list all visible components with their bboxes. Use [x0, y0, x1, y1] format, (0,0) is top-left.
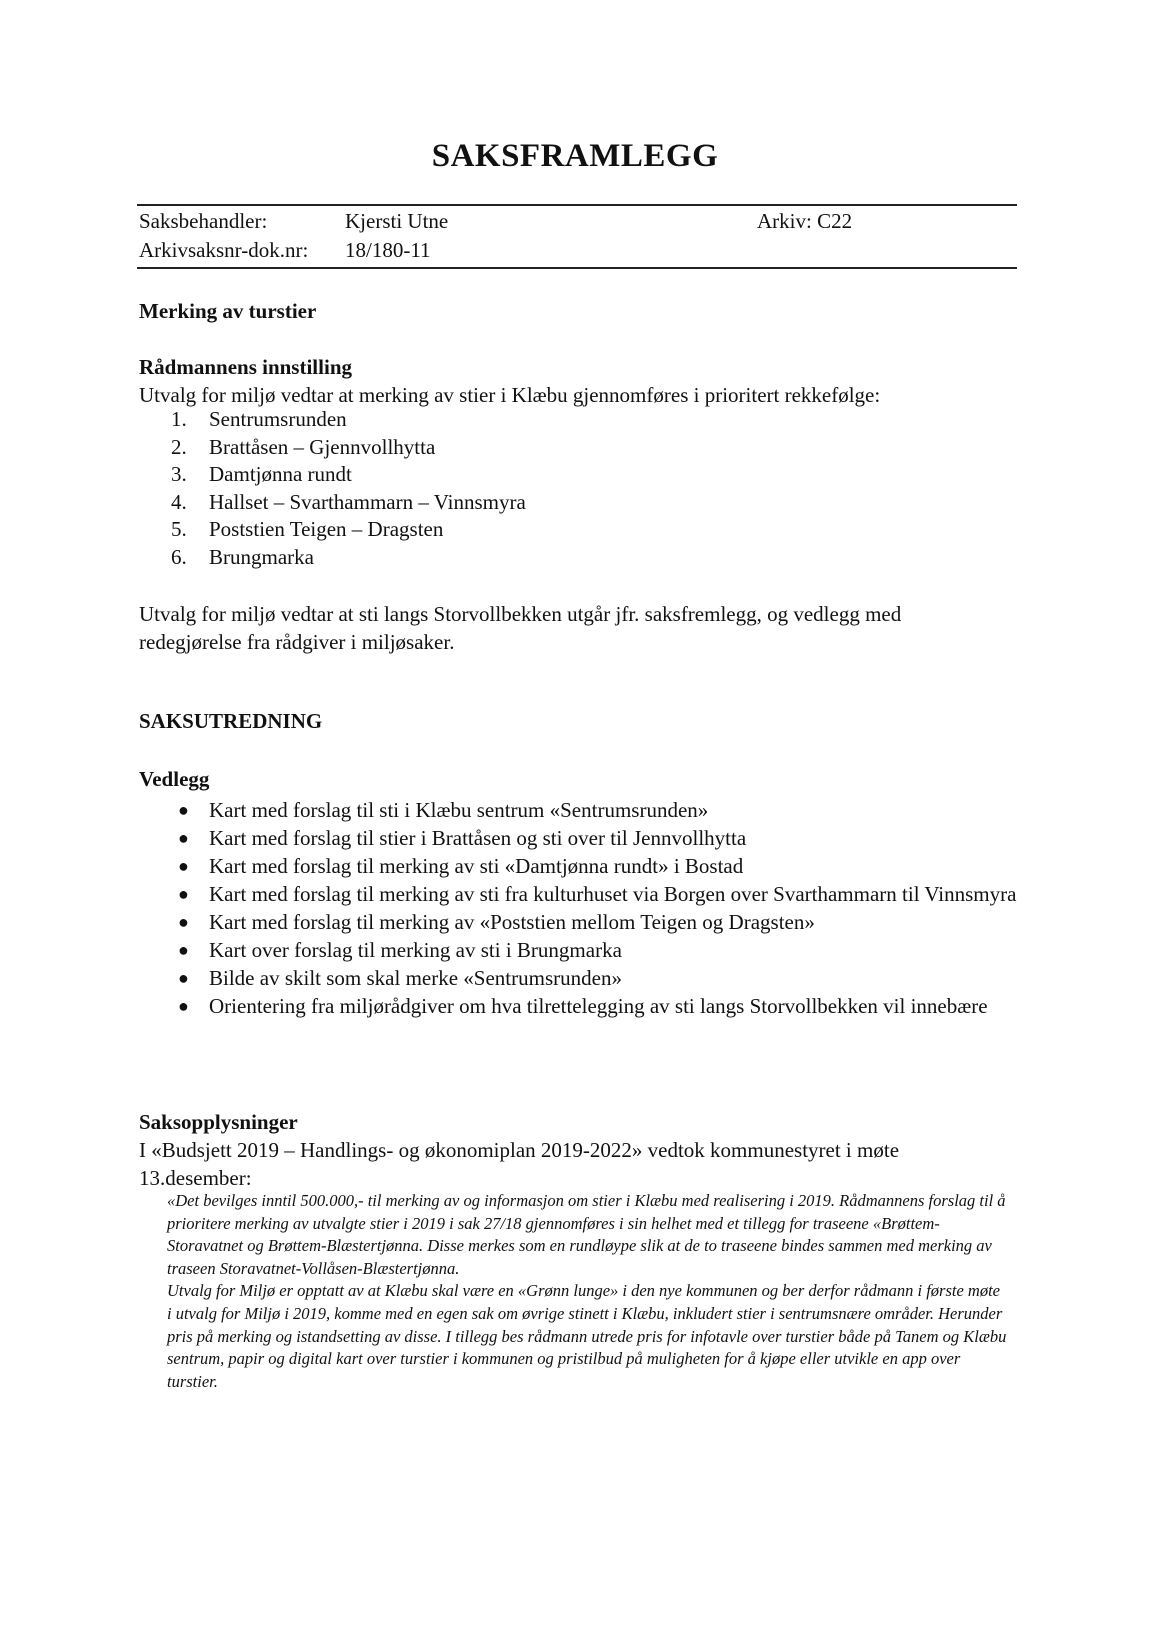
list-text: Brattåsen – Gjennvollhytta — [209, 434, 436, 459]
bullet-icon: ● — [178, 800, 189, 820]
list-number: 6. — [171, 544, 187, 569]
list-item — [139, 992, 1019, 1020]
list-item — [139, 406, 526, 434]
decision-quote — [167, 1190, 1007, 1393]
list-text: Bilde av skilt som skal merke «Sentrumsrunden» — [209, 966, 622, 990]
bullet-icon: ● — [178, 884, 189, 904]
vedlegg-list — [139, 796, 1019, 1020]
list-number: 5. — [171, 517, 187, 542]
list-item — [139, 880, 1019, 908]
list-item — [139, 824, 1019, 852]
saksopplysninger-intro: I «Budsjett 2019 – Handlings- og økonomiplan 2019-2022» vedtok kommunestyret i møte 13.desember: — [139, 1138, 900, 1190]
list-text: Kart med forslag til sti i Klæbu sentrum «Sentrumsrunden» — [209, 798, 709, 822]
subject-heading: Merking av turstier — [139, 299, 317, 323]
list-number: 3. — [171, 462, 187, 487]
list-text: Kart med forslag til stier i Brattåsen og sti over til Jennvollhytta — [209, 826, 747, 850]
list-item — [139, 796, 1019, 824]
list-text: Kart med forslag til merking av sti «Damtjønna rundt» i Bostad — [209, 854, 744, 878]
innstilling-intro: Utvalg for miljø vedtar at merking av stier i Klæbu gjennomføres i prioritert rekkefølge: — [139, 383, 881, 407]
bullet-icon: ● — [178, 912, 189, 932]
arkivsaksnr-label: Arkivsaksnr-dok.nr: — [139, 238, 309, 262]
quote-paragraph: Utvalg for Miljø er opptatt av at Klæbu skal være en «Grønn lunge» i den nye kommunen og ber derfor rådmann i første møte i utvalg for Miljø i 2019, komme med en egen sak om øvrige stinett i Klæbu, inkludert stier i sentrumsnære områder. Herunder pris på merking og istandsetting av disse. I tillegg bes rådmann utrede pris for infotavle over turstier både på Tanem og Klæbu sentrum, papir og digital kart over turstier i kommunen og pristilbud på muligheten for å kjøpe eller utvikle en app over turstier. — [167, 1281, 1007, 1391]
list-number: 4. — [171, 489, 187, 514]
vedlegg-heading: Vedlegg — [139, 767, 210, 791]
list-text: Orientering fra miljørådgiver om hva tilrettelegging av sti langs Storvollbekken vil innebære — [209, 994, 988, 1018]
list-text: Damtjønna rundt — [209, 462, 352, 487]
list-item — [139, 461, 526, 489]
saksbehandler-value: Kjersti Utne — [345, 209, 449, 233]
list-text: Brungmarka — [209, 544, 314, 569]
quote-paragraph: «Det bevilges inntil 500.000,- til merking av og informasjon om stier i Klæbu med realisering i 2019. Rådmannens forslag til å prioritere merking av utvalgte stier i 2019 i sak 27/18 gjennomføres i sin helhet med et tillegg for traseene «Brøttem-Storavatnet og Brøttem-Blæstertjønna. Disse merkes som en rundløype slik at de to traseene bindes sammen med merking av traseen Storavatnet-Vollåsen-Blæstertjønna. — [167, 1191, 1006, 1278]
list-item — [139, 852, 1019, 880]
document-title: SAKSFRAMLEGG — [431, 138, 719, 174]
list-number: 2. — [171, 434, 187, 459]
saksutredning-heading: SAKSUTREDNING — [139, 709, 323, 733]
list-text: Poststien Teigen – Dragsten — [209, 517, 444, 542]
priority-list — [139, 406, 526, 572]
saksbehandler-label: Saksbehandler: — [139, 209, 268, 233]
list-item — [139, 936, 1019, 964]
list-number: 1. — [171, 407, 187, 431]
saksopplysninger-heading: Saksopplysninger — [139, 1110, 298, 1134]
bullet-icon: ● — [178, 940, 189, 960]
list-item — [139, 516, 526, 544]
list-item — [139, 544, 526, 572]
header-bottom-rule — [137, 267, 1017, 269]
arkiv-label: Arkiv: C22 — [757, 209, 853, 233]
list-item — [139, 434, 526, 462]
innstilling-closing: Utvalg for miljø vedtar at sti langs Storvollbekken utgår jfr. saksfremlegg, og vedlegg med redegjørelse fra rådgiver i miljøsaker. — [139, 602, 902, 654]
list-text: Kart med forslag til merking av sti fra kulturhuset via Borgen over Svarthammarn til Vinnsmyra — [209, 882, 1017, 906]
innstilling-heading: Rådmannens innstilling — [139, 355, 352, 379]
list-text: Hallset – Svarthammarn – Vinnsmyra — [209, 489, 526, 514]
list-item — [139, 908, 1019, 936]
header-top-rule — [137, 204, 1017, 206]
bullet-icon: ● — [178, 828, 189, 848]
list-text: Sentrumsrunden — [209, 407, 347, 431]
bullet-icon: ● — [178, 968, 189, 988]
list-text: Kart over forslag til merking av sti i Brungmarka — [209, 938, 622, 962]
arkivsaksnr-value: 18/180-11 — [345, 238, 431, 262]
bullet-icon: ● — [178, 996, 189, 1016]
bullet-icon: ● — [178, 856, 189, 876]
list-text: Kart med forslag til merking av «Poststien mellom Teigen og Dragsten» — [209, 910, 815, 934]
list-item — [139, 489, 526, 517]
list-item — [139, 964, 1019, 992]
